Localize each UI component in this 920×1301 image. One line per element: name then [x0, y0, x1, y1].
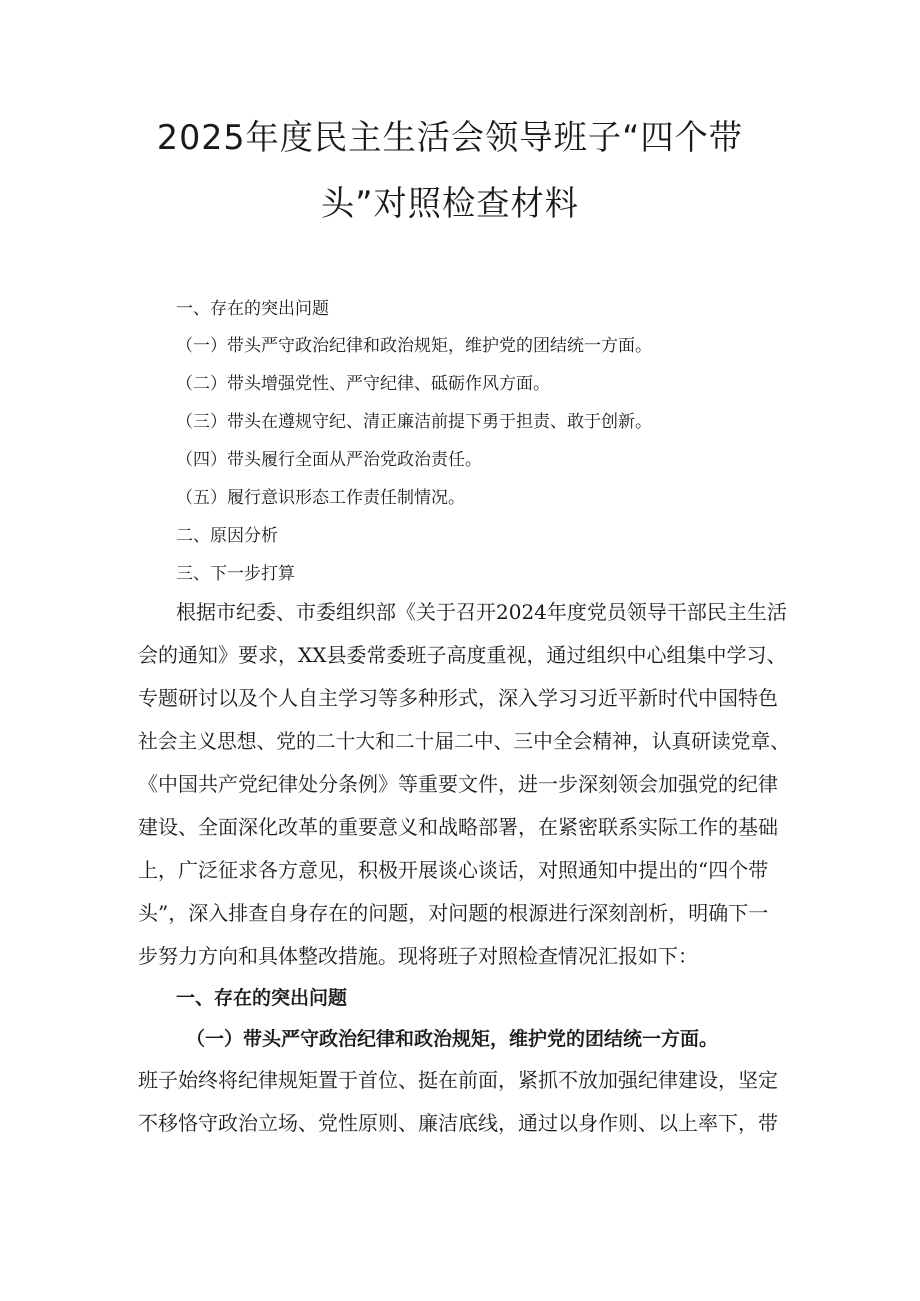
intro-line: 建设、全面深化改革的重要意义和战略部署，在紧密联系实际工作的基础 [138, 815, 778, 839]
document-title-line-1: 2025年度民主生活会领导班子“四个带 [156, 118, 744, 158]
intro-line: 专题研讨以及个人自主学习等多种形式，深入学习习近平新时代中国特色 [138, 686, 778, 710]
intro-line: 《中国共产党纪律处分条例》等重要文件，进一步深刻领会加强党的纪律 [138, 772, 778, 796]
toc-item: （二）带头增强党性、严守纪律、砥砺作风方面。 [176, 374, 550, 394]
toc-item: （五）履行意识形态工作责任制情况。 [176, 488, 465, 508]
intro-line: 头”，深入排查自身存在的问题，对问题的根源进行深刻剖析，明确下一 [138, 901, 769, 925]
toc-item: （一）带头严守政治纪律和政治规矩，维护党的团结统一方面。 [176, 336, 652, 356]
intro-line: 会的通知》要求，XX县委常委班子高度重视，通过组织中心组集中学习、 [138, 643, 787, 667]
section-heading: 一、存在的突出问题 [176, 987, 348, 1009]
toc-item: 二、原因分析 [176, 526, 278, 546]
toc-item: 一、存在的突出问题 [176, 299, 329, 319]
intro-line: 上，广泛征求各方意见，积极开展谈心谈话，对照通知中提出的“四个带 [138, 858, 769, 882]
document-title-line-2: 头”对照检查材料 [321, 184, 579, 224]
toc-item: （三）带头在遵规守纪、清正廉洁前提下勇于担责、敢于创新。 [176, 412, 652, 432]
toc-item: 三、下一步打算 [176, 564, 295, 584]
intro-line: 根据市纪委、市委组织部《关于召开2024年度党员领导干部民主生活 [176, 600, 787, 624]
body-line: 不移恪守政治立场、党性原则、廉洁底线，通过以身作则、以上率下，带 [138, 1111, 778, 1135]
intro-line: 步努力方向和具体整改措施。现将班子对照检查情况汇报如下： [138, 944, 698, 968]
intro-line: 社会主义思想、党的二十大和二十届二中、三中全会精神，认真研读党章、 [138, 729, 790, 753]
body-line: 班子始终将纪律规矩置于首位、挺在前面，紧抓不放加强纪律建设，坚定 [138, 1068, 778, 1092]
subsection-heading: （一）带头严守政治纪律和政治规矩，维护党的团结统一方面。 [186, 1028, 719, 1050]
toc-item: （四）带头履行全面从严治党政治责任。 [176, 450, 482, 470]
